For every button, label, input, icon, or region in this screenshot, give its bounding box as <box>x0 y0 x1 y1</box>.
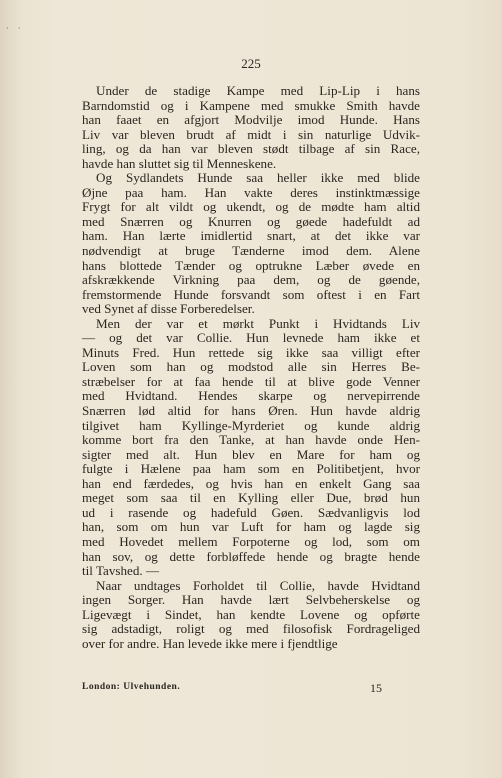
gutter-dots: · · <box>6 24 24 34</box>
text-line: havde han sluttet sig til Menneskene. <box>82 155 277 171</box>
text-line: Og Sydlandets Hunde saa heller ikke med blide <box>96 170 420 186</box>
text-line: Men der var et mørkt Punkt i Hvidtands Liv <box>96 315 420 331</box>
paragraph <box>82 579 420 652</box>
text-line: ingen Sorger. Han havde lært Selvbeherskelse og <box>82 592 420 608</box>
text-line: med Snærren og Knurren og gøede hadefuldt ad <box>82 213 420 229</box>
text-line: Naar undtages Forholdet til Collie, havde Hvidtand <box>96 577 420 593</box>
text-line: stræbelser for at faa hende til at blive gode Venner <box>82 373 420 389</box>
text-line: han sov, og dette forbløffede hende og bragte hende <box>82 548 420 564</box>
paragraph <box>82 84 420 171</box>
text-line: Øjne paa ham. Han vakte deres instinktmæssige <box>82 184 420 200</box>
text-line: meget som saa til en Kylling eller Due, brød hun <box>82 490 420 506</box>
text-line: sig adstadigt, roligt og med filosofisk Fordrageliged <box>82 621 420 637</box>
text-line: fremstormende Hunde forsvandt som oftest i en Fart <box>82 286 420 302</box>
text-line: nødvendigt at bruge Tænderne imod dem. Alene <box>82 243 420 259</box>
paragraph <box>82 171 420 316</box>
text-line: ham. Han lærte imidlertid snart, at det ikke var <box>82 228 420 244</box>
text-line: sigter med alt. Hun blev en Mare for ham og <box>82 446 420 462</box>
text-line: med Hovedet mellem Forpoterne og lod, som om <box>82 533 420 549</box>
text-line: Frygt for alt vildt og ukendt, og de mødte ham altid <box>82 199 420 215</box>
text-line: Ligevægt i Sindet, han kendte Lovene og opførte <box>82 606 420 622</box>
text-line: Loven som han og modstod alle sin Herres Be- <box>82 359 420 375</box>
text-line: ud i rasende og hadefuld Gøen. Sædvanligvis lod <box>82 504 420 520</box>
text-line: han, som om hun var Luft for ham og lagde sig <box>82 519 420 535</box>
text-line: hans blottede Tænder og optrukne Læber øvede en <box>82 257 420 273</box>
text-line: han faaet en afgjort Modvilje imod Hunde. Hans <box>82 112 420 128</box>
text-line: Barndomstid og i Kampene med smukke Smith havde <box>82 97 420 113</box>
text-line: — og det var Collie. Hun levnede ham ikke et <box>82 330 420 346</box>
page-number: 225 <box>241 56 261 71</box>
text-line: ved Synet af disse Forberedelser. <box>82 301 255 317</box>
text-line: han end færdedes, og hvis han en enkelt Gang saa <box>82 475 420 491</box>
text-line: Liv var bleven brudt af midt i sin naturlige Udvik- <box>82 126 420 142</box>
text-line: tilgivet ham Kyllinge-Myrderiet og kunde aldrig <box>82 417 420 433</box>
text-line: fulgte i Hælene paa ham som en Politibetjent, hvor <box>82 461 420 477</box>
body-text <box>82 84 420 651</box>
footer-sheet-mark: 15 <box>370 681 382 695</box>
footer-signature: London: Ulvehunden. <box>82 682 181 692</box>
text-line: Under de stadige Kampe med Lip-Lip i hans <box>96 83 420 98</box>
text-line: over for andre. Han levede ikke mere i fjendtlige <box>82 635 338 651</box>
text-line: med Hvidtand. Hendes skarpe og nervepirrende <box>82 388 420 404</box>
text-line: ling, og da han var bleven stødt tilbage af sin Race, <box>82 141 420 157</box>
paragraph <box>82 317 420 579</box>
text-line: komme bort fra den Tanke, at han havde onde Hen- <box>82 432 420 448</box>
text-line: Minuts Fred. Hun rettede sig ikke saa villigt efter <box>82 344 420 360</box>
text-line: til Tavshed. — <box>82 563 160 579</box>
text-line: afskrækkende Virkning paa dem, og de gøende, <box>82 272 420 288</box>
text-line: Snærren lød altid for hans Øren. Hun havde aldrig <box>82 403 420 419</box>
